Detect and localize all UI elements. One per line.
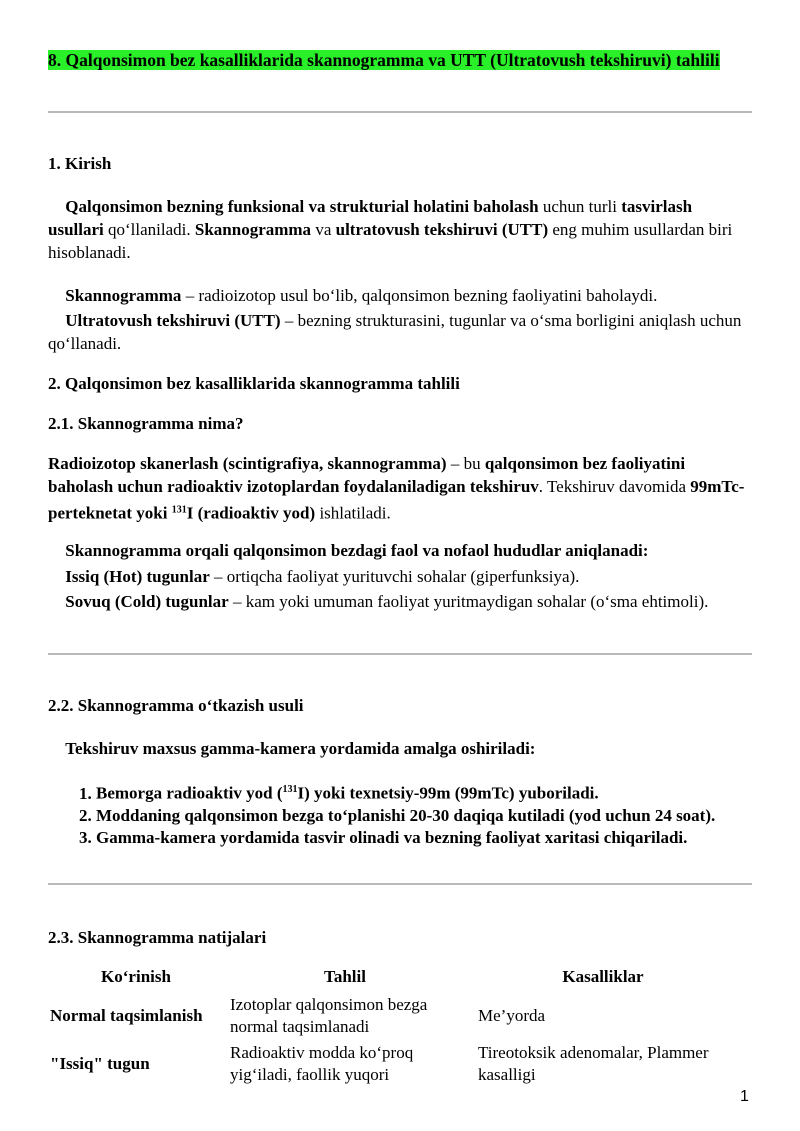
table-row <box>46 1040 742 1088</box>
subsection-heading: 2.3. Skannogramma natijalari <box>48 928 267 947</box>
section-heading: 2. Qalqonsimon bez kasalliklarida skannogramma tahlili <box>48 374 460 393</box>
paragraph: Sovuq (Cold) tugunlar – kam yoki umuman faoliyat yuritmaydigan sohalar (o‘sma ehtimoli). <box>65 592 709 611</box>
procedure-steps-list <box>48 779 800 849</box>
horizontal-rule <box>48 111 752 113</box>
paragraph: Qalqonsimon bezning funksional va strukturial holatini baholash uchun turli tasvirlash usullari qo‘llaniladi. Skannogramma va ultratovush tekshiruvi (UTT) eng muhim usullardan biri hisoblanadi. <box>48 197 733 262</box>
results-table <box>46 962 742 1088</box>
column-header: Tahlil <box>324 967 366 986</box>
horizontal-rule <box>48 653 752 655</box>
table-cell: "Issiq" tugun <box>50 1054 150 1073</box>
paragraph: Ultratovush tekshiruvi (UTT) – bezning strukturasini, tugunlar va o‘sma borligini aniqlash uchun qo‘llanadi. <box>48 311 742 353</box>
title-highlight: 8. Qalqonsimon bez kasalliklarida skannogramma va UTT (Ultratovush tekshiruvi) tahlili <box>48 50 720 70</box>
paragraph: Radioizotop skanerlash (scintigrafiya, skannogramma) – bu qalqonsimon bez faoliyatini baholash uchun radioaktiv izotoplardan foydalaniladigan tekshiruv. Tekshiruv davomida 99mTc-perteknetat yoki $^{131}$I (radioaktiv yod) ishlatiladi. <box>48 454 745 523</box>
table-header-row <box>46 962 742 992</box>
document-title <box>48 48 748 72</box>
list-item: 1. Bemorga radioaktiv yod ($^{131}$I) yoki texnetsiy-99m (99mTc) yuboriladi. <box>96 779 800 804</box>
paragraph: Skannogramma orqali qalqonsimon bezdagi faol va nofaol hududlar aniqlanadi: <box>65 541 649 560</box>
column-header: Kasalliklar <box>562 967 644 986</box>
section-heading: 1. Kirish <box>48 154 112 173</box>
subsection-heading: 2.1. Skannogramma nima? <box>48 414 244 433</box>
paragraph: Tekshiruv maxsus gamma-kamera yordamida amalga oshiriladi: <box>65 739 536 758</box>
table-cell: Izotoplar qalqonsimon bezga normal taqsimlanadi <box>230 995 428 1036</box>
table-cell: Normal taqsimlanish <box>50 1006 203 1025</box>
table-cell: Radioaktiv modda ko‘proq yig‘iladi, faollik yuqori <box>230 1043 414 1084</box>
column-header: Ko‘rinish <box>101 967 171 986</box>
table-cell: Me’yorda <box>478 1006 546 1025</box>
list-item: 3. Gamma-kamera yordamida tasvir olinadi va bezning faoliyat xaritasi chiqariladi. <box>96 827 800 848</box>
list-item: 2. Moddaning qalqonsimon bezga to‘planishi 20-30 daqiqa kutiladi (yod uchun 24 soat). <box>96 805 800 826</box>
subsection-heading: 2.2. Skannogramma o‘tkazish usuli <box>48 696 304 715</box>
page-number: 1 <box>740 1088 749 1105</box>
table-cell: Tireotoksik adenomalar, Plammer kasalligi <box>478 1043 709 1084</box>
paragraph: Skannogramma – radioizotop usul bo‘lib, qalqonsimon bezning faoliyatini baholaydi. <box>65 286 658 305</box>
paragraph: Issiq (Hot) tugunlar – ortiqcha faoliyat yurituvchi sohalar (giperfunksiya). <box>65 567 580 586</box>
horizontal-rule <box>48 883 752 885</box>
table-row <box>46 992 742 1040</box>
